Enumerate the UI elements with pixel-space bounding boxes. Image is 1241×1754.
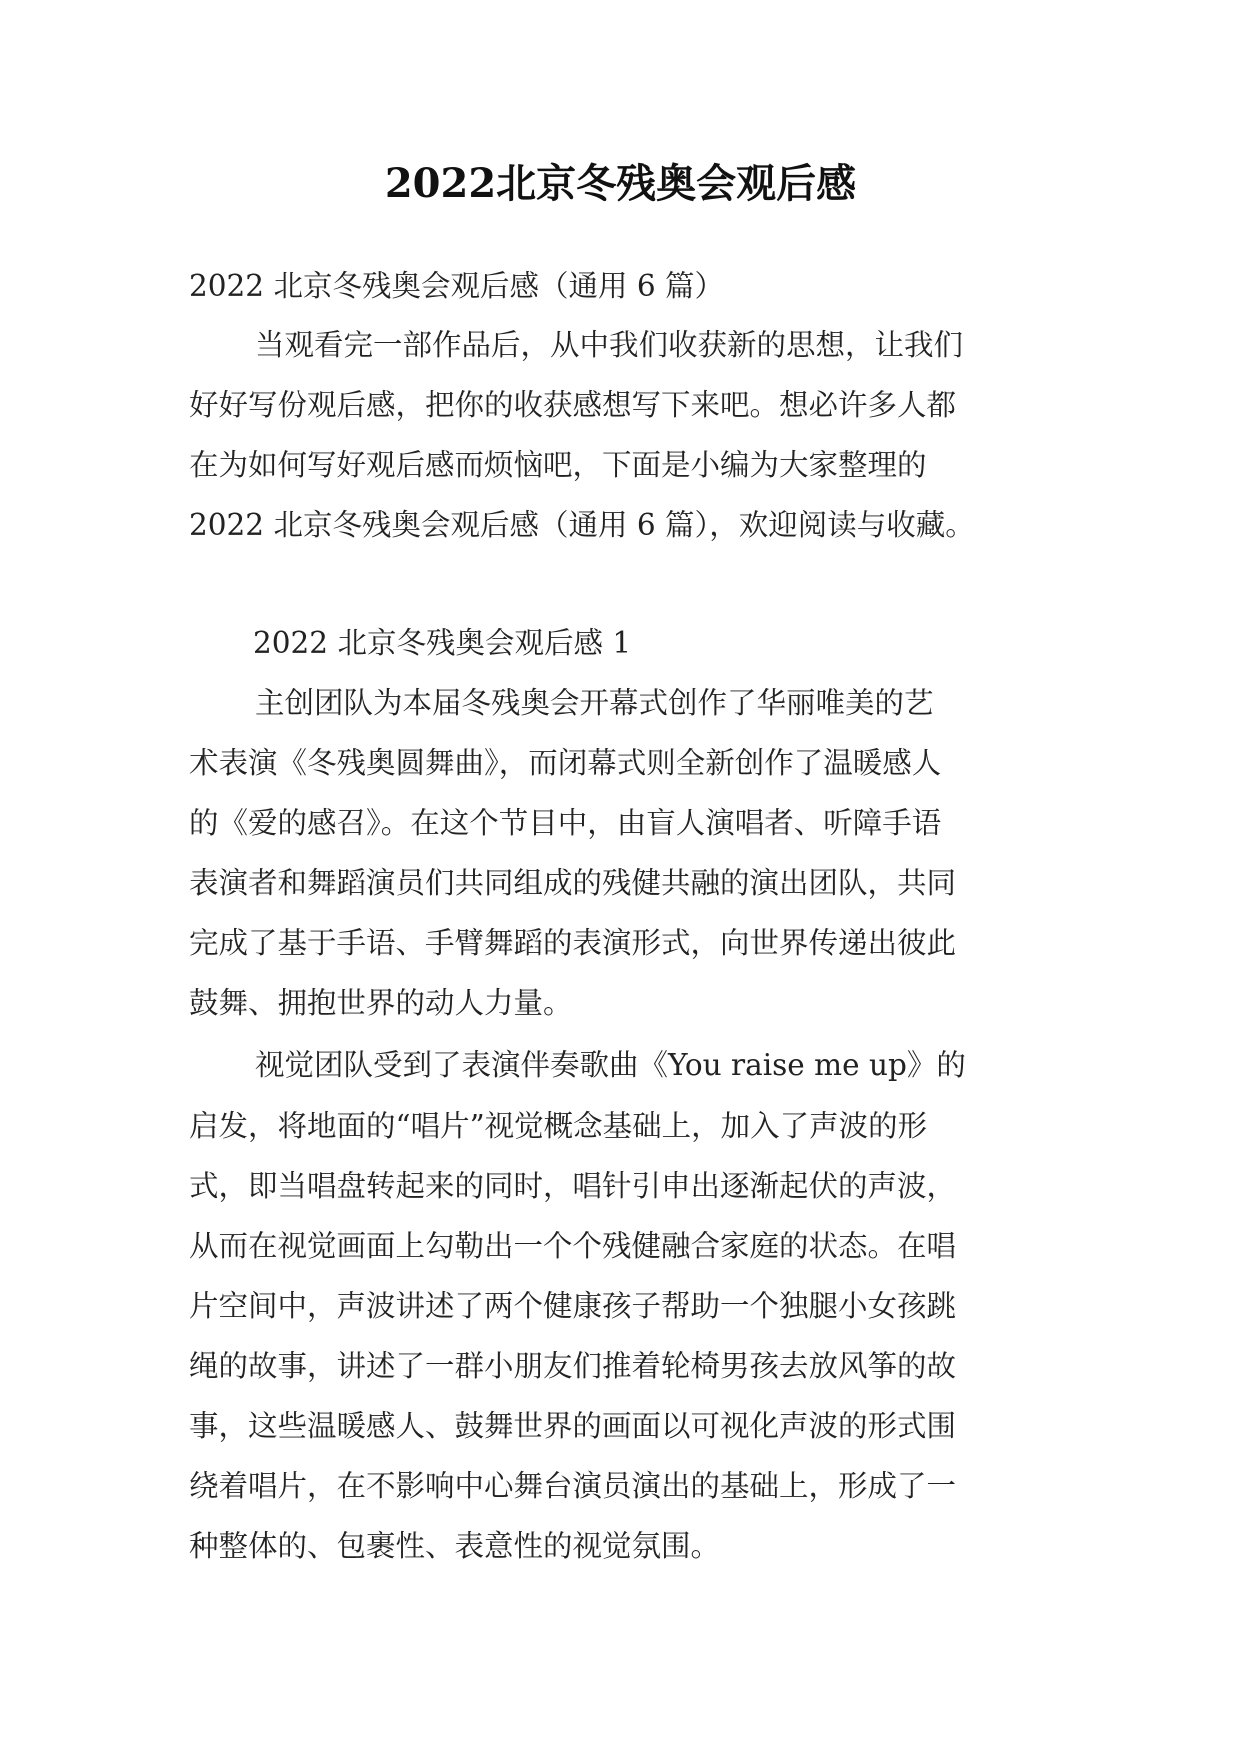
paragraph-line: 片空间中，声波讲述了两个健康孩子帮助一个独腿小女孩跳 bbox=[189, 1289, 957, 1323]
intro-line: 2022 北京冬残奥会观后感（通用 6 篇），欢迎阅读与收藏。 bbox=[189, 508, 975, 542]
paragraph-line: 表演者和舞蹈演员们共同组成的残健共融的演出团队，共同 bbox=[189, 866, 957, 900]
paragraph-line: 术表演《冬残奥圆舞曲》，而闭幕式则全新创作了温暖感人 bbox=[189, 746, 942, 780]
page-title: 2022北京冬残奥会观后感 bbox=[384, 160, 857, 207]
paragraph-line: 主创团队为本届冬残奥会开幕式创作了华丽唯美的艺 bbox=[255, 686, 934, 720]
paragraph-line: 完成了基于手语、手臂舞蹈的表演形式，向世界传递出彼此 bbox=[189, 926, 957, 960]
paragraph-line: 视觉团队受到了表演伴奏歌曲《You raise me up》的 bbox=[255, 1048, 966, 1082]
section-heading: 2022 北京冬残奥会观后感 1 bbox=[253, 626, 632, 660]
subtitle: 2022 北京冬残奥会观后感（通用 6 篇） bbox=[189, 269, 724, 303]
intro-line: 在为如何写好观后感而烦恼吧，下面是小编为大家整理的 bbox=[189, 448, 927, 482]
paragraph-line: 鼓舞、拥抱世界的动人力量。 bbox=[189, 986, 573, 1020]
intro-line: 好好写份观后感，把你的收获感想写下来吧。想必许多人都 bbox=[189, 388, 957, 422]
paragraph-line: 式，即当唱盘转起来的同时，唱针引申出逐渐起伏的声波， bbox=[189, 1169, 957, 1203]
paragraph-line: 从而在视觉画面上勾勒出一个个残健融合家庭的状态。在唱 bbox=[189, 1229, 957, 1263]
paragraph-line: 事，这些温暖感人、鼓舞世界的画面以可视化声波的形式围 bbox=[189, 1409, 957, 1443]
paragraph-line: 启发，将地面的“唱片”视觉概念基础上，加入了声波的形 bbox=[189, 1109, 928, 1143]
paragraph-line: 绳的故事，讲述了一群小朋友们推着轮椅男孩去放风筝的故 bbox=[189, 1349, 957, 1383]
intro-line: 当观看完一部作品后，从中我们收获新的思想，让我们 bbox=[255, 328, 964, 362]
paragraph-line: 的《爱的感召》。在这个节目中，由盲人演唱者、听障手语 bbox=[189, 806, 942, 840]
paragraph-line: 种整体的、包裹性、表意性的视觉氛围。 bbox=[189, 1529, 721, 1563]
paragraph-line: 绕着唱片，在不影响中心舞台演员演出的基础上，形成了一 bbox=[189, 1469, 957, 1503]
